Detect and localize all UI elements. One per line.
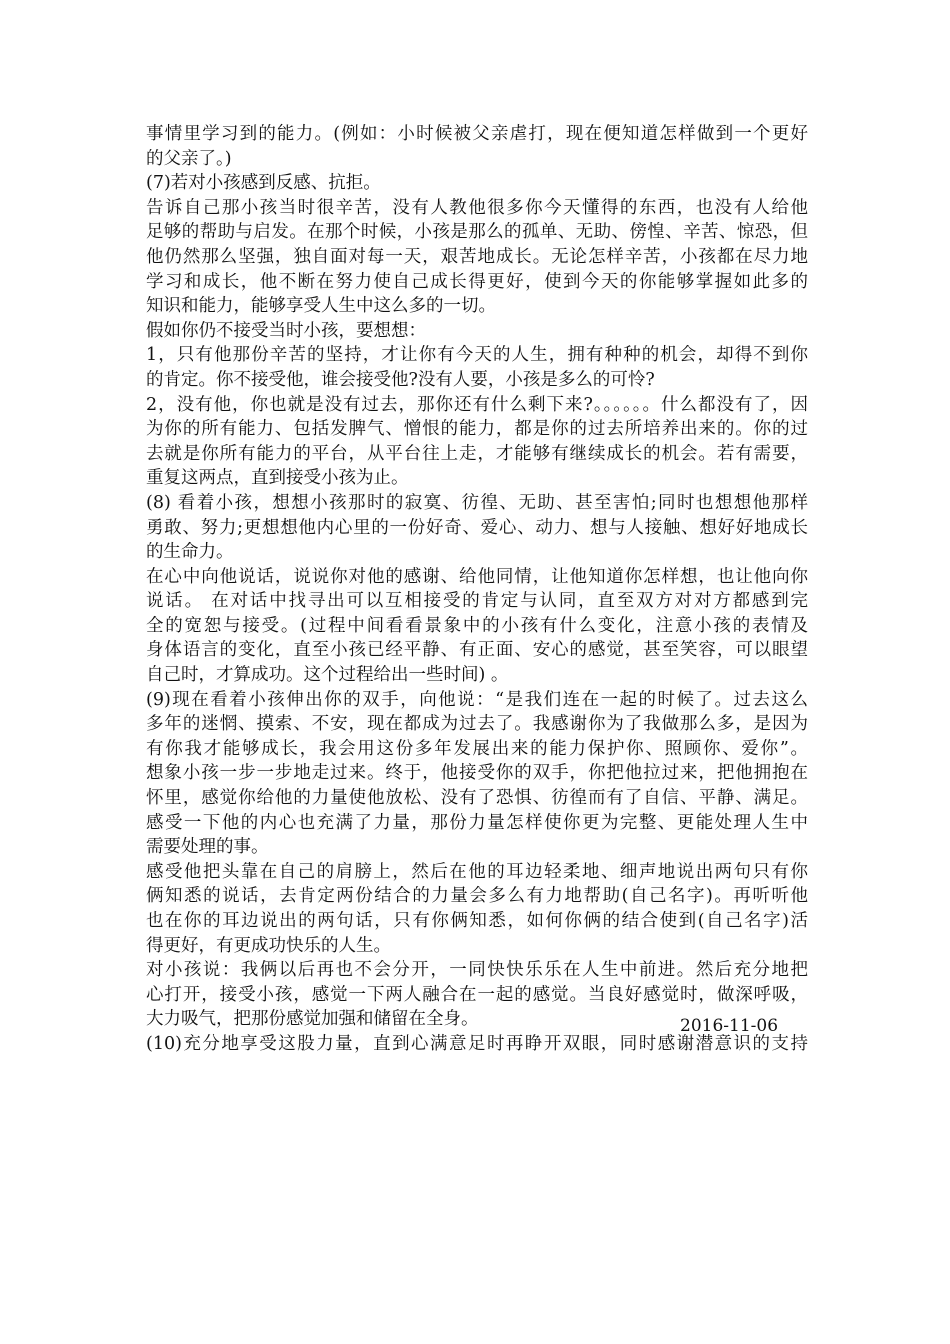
text-line: 俩知悉的说话，去肯定两份结合的力量会多么有力地帮助(自己名字)。再听听他 bbox=[146, 886, 808, 907]
text-line: 去就是你所有能力的平台，从平台往上走，才能够有继续成长的机会。若有需要， bbox=[146, 443, 808, 464]
text-line: 大力吸气，把那份感觉加强和储留在全身。 bbox=[146, 1009, 479, 1030]
text-line: 心打开，接受小孩，感觉一下两人融合在一起的感觉。当良好感觉时，做深呼吸， bbox=[146, 984, 808, 1005]
document-date: 2016-11-06 bbox=[680, 1016, 779, 1036]
text-line: 事情里学习到的能力。(例如：小时候被父亲虐打，现在便知道怎样做到一个更好 bbox=[146, 124, 808, 144]
text-line: 重复这两点，直到接受小孩为止。 bbox=[146, 468, 409, 489]
text-line: 足够的帮助与启发。在那个时候，小孩是那么的孤单、无助、傍惶、辛苦、惊恐，但 bbox=[146, 222, 808, 243]
text-line: 学习和成长，他不断在努力使自己成长得更好，使到今天的你能够掌握如此多的 bbox=[146, 271, 808, 292]
text-line: (7)若对小孩感到反感、抗拒。 bbox=[146, 173, 381, 194]
text-line: 的父亲了。) bbox=[146, 148, 232, 169]
text-line: (9)现在看着小孩伸出你的双手，向他说：“是我们连在一起的时候了。过去这么 bbox=[146, 689, 808, 710]
text-line: 勇敢、努力;更想想他内心里的一份好奇、爱心、动力、想与人接触、想好好地成长 bbox=[146, 517, 808, 538]
text-line: 需要处理的事。 bbox=[146, 837, 269, 858]
document-body bbox=[146, 122, 808, 1057]
text-line: 对小孩说：我俩以后再也不会分开，一同快快乐乐在人生中前进。然后充分地把 bbox=[146, 960, 808, 981]
text-line: 感受他把头靠在自己的肩膀上，然后在他的耳边轻柔地、细声地说出两句只有你 bbox=[146, 861, 808, 882]
text-line: 想象小孩一步一步地走过来。终于，他接受你的双手，你把他拉过来，把他拥抱在 bbox=[146, 763, 808, 784]
text-line: (10)充分地享受这股力量，直到心满意足时再睁开双眼，同时感谢潜意识的支持 bbox=[146, 1033, 808, 1054]
text-line: 为你的所有能力、包括发脾气、憎恨的能力，都是你的过去所培养出来的。你的过 bbox=[146, 419, 808, 440]
text-line: 自己时，才算成功。这个过程给出一些时间) 。 bbox=[146, 665, 509, 686]
text-line: 说话。 在对话中找寻出可以互相接受的肯定与认同，直至双方对对方都感到完 bbox=[146, 591, 808, 612]
text-line: (8) 看着小孩，想想小孩那时的寂寞、彷徨、无助、甚至害怕;同时也想想他那样 bbox=[146, 492, 808, 513]
text-line: 的肯定。你不接受他，谁会接受他?没有人要，小孩是多么的可怜? bbox=[146, 369, 655, 390]
text-line: 感受一下他的内心也充满了力量，那份力量怎样使你更为完整、更能处理人生中 bbox=[146, 812, 808, 833]
text-line: 2，没有他，你也就是没有过去，那你还有什么剩下来?。。。。。。什么都没有了，因 bbox=[146, 394, 808, 415]
text-line: 身体语言的变化，直至小孩已经平静、有正面、安心的感觉，甚至笑容，可以眼望 bbox=[146, 640, 808, 661]
text-line: 全的宽恕与接受。(过程中间看看景象中的小孩有什么变化，注意小孩的表情及 bbox=[146, 615, 808, 636]
text-line: 他仍然那么坚强，独自面对每一天，艰苦地成长。无论怎样辛苦，小孩都在尽力地 bbox=[146, 246, 808, 267]
text-line: 怀里，感觉你给他的力量使他放松、没有了恐惧、彷徨而有了自信、平静、满足。 bbox=[146, 788, 808, 809]
text-line: 也在你的耳边说出的两句话，只有你俩知悉，如何你俩的结合使到(自己名字)活 bbox=[146, 911, 808, 931]
text-line: 在心中向他说话，说说你对他的感谢、给他同情，让他知道你怎样想，也让他向你 bbox=[146, 566, 808, 587]
text-line: 有你我才能够成长，我会用这份多年发展出来的能力保护你、照顾你、爱你”。 bbox=[146, 738, 808, 759]
text-line: 知识和能力，能够享受人生中这么多的一切。 bbox=[146, 296, 496, 317]
text-line: 的生命力。 bbox=[146, 542, 234, 563]
text-line: 告诉自己那小孩当时很辛苦，没有人教他很多你今天懂得的东西，也没有人给他 bbox=[146, 197, 808, 218]
text-line: 得更好，有更成功快乐的人生。 bbox=[146, 935, 391, 956]
text-line: 1，只有他那份辛苦的坚持，才让你有今天的人生，拥有种种的机会，却得不到你 bbox=[146, 345, 808, 366]
text-line: 假如你仍不接受当时小孩，要想想： bbox=[146, 320, 426, 341]
text-line: 多年的迷惘、摸索、不安，现在都成为过去了。我感谢你为了我做那么多，是因为 bbox=[146, 714, 808, 735]
